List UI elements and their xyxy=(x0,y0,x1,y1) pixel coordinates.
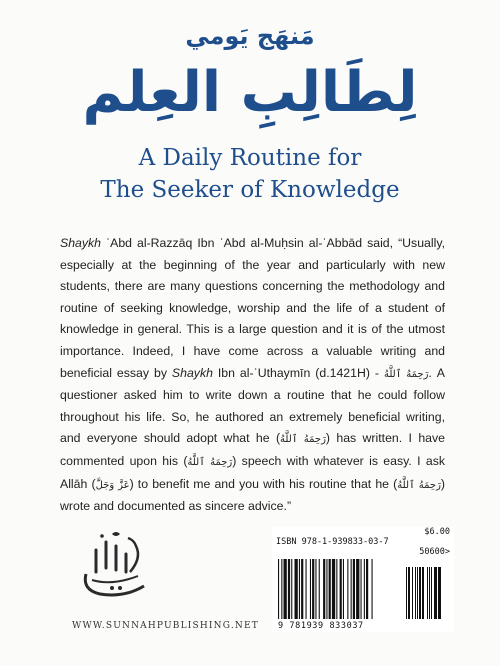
barcode-digits: 9 781939 833037 xyxy=(278,621,364,631)
barcode-bars xyxy=(278,559,448,619)
barcode-bar xyxy=(356,559,359,619)
barcode-bar xyxy=(306,559,307,619)
barcode-bar xyxy=(291,559,292,619)
barcode-bar xyxy=(343,559,344,619)
barcode-bar xyxy=(347,559,348,619)
price: $6.00 xyxy=(424,527,450,537)
barcode-bar xyxy=(364,559,365,619)
title-line-1: A Daily Routine for xyxy=(138,145,362,171)
barcode-bar xyxy=(332,559,335,619)
barcode-bar xyxy=(295,559,298,619)
blurb-text-7: ) wrote and documented as sincere advice.” xyxy=(60,476,446,514)
addon-bar xyxy=(406,567,407,619)
barcode-bar xyxy=(281,559,282,619)
barcode-bar xyxy=(299,559,300,619)
addon-bar xyxy=(431,567,432,619)
barcode-bar xyxy=(323,559,325,619)
blurb-text-5: ) speech with whatever is easy. I ask Allāh ( xyxy=(60,453,445,491)
barcode-bar xyxy=(329,559,331,619)
barcode-bar xyxy=(315,559,316,619)
back-cover-blurb xyxy=(60,233,445,518)
addon-bar xyxy=(429,567,430,619)
barcode-label xyxy=(272,527,454,632)
blurb-italic-shaykh: Shaykh xyxy=(60,236,102,250)
barcode-bar xyxy=(336,559,337,619)
addon-bar xyxy=(422,567,424,619)
blurb-text-4: ) has written. I have commented upon his ( xyxy=(60,431,445,468)
barcode-bar xyxy=(366,559,368,619)
isbn-text: ISBN 978-1-939833-03-7 xyxy=(276,537,389,547)
barcode-bar xyxy=(312,559,314,619)
blurb-text-6: ) to benefit me and you with his routine that he ( xyxy=(129,476,398,491)
barcode-bar xyxy=(319,559,320,619)
honorific-rahimahullah: رَحِمَهُ ٱللَّهُ xyxy=(280,434,326,446)
barcode-bar xyxy=(372,559,373,619)
barcode-bar xyxy=(310,559,311,619)
barcode-bar xyxy=(351,559,352,619)
title-line-2: The Seeker of Knowledge xyxy=(100,177,400,203)
addon-bar xyxy=(438,567,441,619)
barcode-bar xyxy=(278,559,279,619)
addon-bar xyxy=(419,567,421,619)
honorific-rahimahullah: رَحِمَهُ ٱللَّهُ xyxy=(397,479,441,491)
barcode-bar xyxy=(284,559,287,619)
barcode-bar xyxy=(288,559,290,619)
addon-bar xyxy=(434,567,437,619)
honorific-rahimahullah: رَحِمَهُ ٱللَّهُ xyxy=(187,456,233,468)
blurb-italic-shaykh-2: Shaykh xyxy=(171,365,213,380)
blurb-text-2: Ibn al-ʿUthaymīn (d.1421H) - xyxy=(212,365,384,380)
book-title xyxy=(0,142,500,206)
addon-bar xyxy=(417,567,418,619)
addon-bar xyxy=(415,567,416,619)
blurb-text-3: . A questioner asked him to write down a routine that he could follow throughout his life. So, he authored an extremely beneficial writing, and everyone should adopt what he ( xyxy=(60,365,445,446)
barcode-bar xyxy=(301,559,303,619)
addon-bar xyxy=(408,567,410,619)
barcode-bar xyxy=(326,559,327,619)
arabic-title: لِطَالِبِ العِلم xyxy=(82,60,418,125)
honorific-rahimahullah: رَحِمَهُ ٱللَّهُ xyxy=(383,368,429,380)
publisher-website: WWW.SUNNAHPUBLISHING.NET xyxy=(72,621,259,631)
addon-code: 50600> xyxy=(419,547,450,557)
addon-bar xyxy=(427,567,428,619)
honorific-azza-wa-jall: عَزَّ وَجَلَّ xyxy=(95,479,130,491)
publisher-logo-icon xyxy=(72,528,160,608)
addon-bar xyxy=(412,567,413,619)
arabic-subtitle: مَنهَج يَومي xyxy=(185,22,315,50)
barcode-bar xyxy=(361,559,362,619)
blurb-text-1: ʿAbd al-Razzāq Ibn ʿAbd al-Muḥsin al-ʿAbbād said, “Usually, especially at the beginning of the year and particularly with new students, there are many questions concerning the methodology and routine of seeking knowledge, worship and the life of a student of knowledge in general. This is a large question and it is of the utmost importance. Indeed, I have come across a valuable writing and beneficial essay by xyxy=(60,236,445,380)
barcode-bar xyxy=(353,559,355,619)
barcode-bar xyxy=(340,559,342,619)
publisher-logo xyxy=(72,528,160,608)
